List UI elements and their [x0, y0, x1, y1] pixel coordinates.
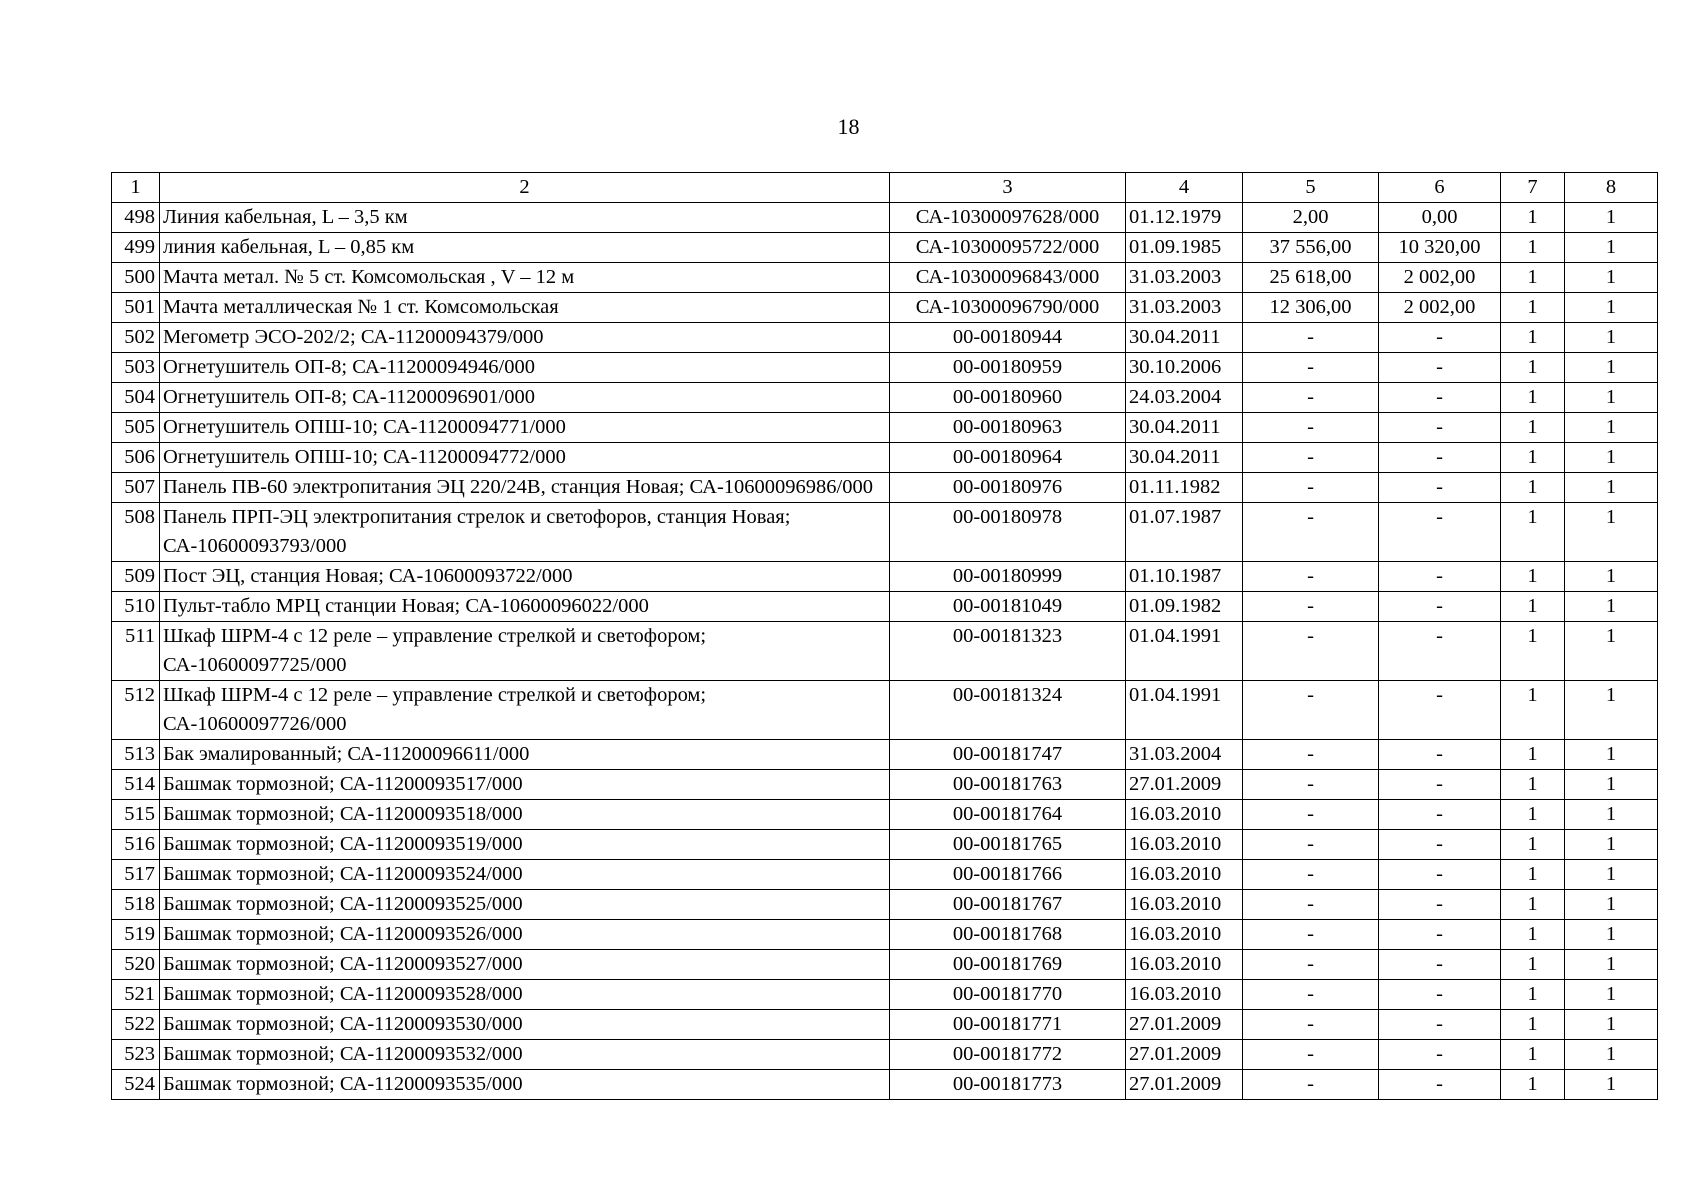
- cell-col6-value: 10 320,00: [1379, 233, 1501, 263]
- cell-item-name: Огнетушитель ОП-8; СА-11200094946/000: [160, 353, 890, 383]
- cell-item-name: Башмак тормозной; СА-11200093528/000: [160, 980, 890, 1010]
- cell-row-number: 507: [112, 473, 160, 503]
- table-row: [112, 740, 1658, 770]
- cell-col7-value: 1: [1501, 622, 1565, 681]
- cell-col6-value: -: [1379, 1010, 1501, 1040]
- cell-col6-value: -: [1379, 980, 1501, 1010]
- table-body: [112, 173, 1658, 1100]
- cell-col8-value: 1: [1565, 860, 1658, 890]
- cell-item-name: Шкаф ШРМ-4 с 12 реле – управление стрелкой и светофором; СА-10600097725/000: [160, 622, 890, 681]
- cell-col6-value: -: [1379, 592, 1501, 622]
- cell-row-number: 500: [112, 263, 160, 293]
- cell-item-name: Башмак тормозной; СА-11200093525/000: [160, 890, 890, 920]
- cell-date: 01.09.1985: [1126, 233, 1243, 263]
- table-row: [112, 233, 1658, 263]
- cell-inventory-code: 00-00181773: [890, 1070, 1126, 1100]
- cell-inventory-code: 00-00181747: [890, 740, 1126, 770]
- column-header: 1: [112, 173, 160, 203]
- cell-col6-value: -: [1379, 920, 1501, 950]
- cell-col6-value: -: [1379, 353, 1501, 383]
- cell-col5-value: -: [1243, 473, 1379, 503]
- table-header-row: [112, 173, 1658, 203]
- cell-item-name: Огнетушитель ОПШ-10; СА-11200094772/000: [160, 443, 890, 473]
- cell-date: 30.04.2011: [1126, 323, 1243, 353]
- cell-col7-value: 1: [1501, 293, 1565, 323]
- cell-col5-value: 2,00: [1243, 203, 1379, 233]
- cell-row-number: 519: [112, 920, 160, 950]
- cell-col6-value: -: [1379, 681, 1501, 740]
- cell-item-name: Башмак тормозной; СА-11200093530/000: [160, 1010, 890, 1040]
- cell-item-name: Линия кабельная, L – 3,5 км: [160, 203, 890, 233]
- cell-col7-value: 1: [1501, 503, 1565, 562]
- cell-col5-value: -: [1243, 830, 1379, 860]
- cell-inventory-code: 00-00180978: [890, 503, 1126, 562]
- cell-item-name: Панель ПВ-60 электропитания ЭЦ 220/24В, станция Новая; СА-10600096986/000: [160, 473, 890, 503]
- cell-col7-value: 1: [1501, 383, 1565, 413]
- cell-col6-value: -: [1379, 830, 1501, 860]
- cell-date: 16.03.2010: [1126, 860, 1243, 890]
- cell-inventory-code: СА-10300096843/000: [890, 263, 1126, 293]
- cell-date: 30.10.2006: [1126, 353, 1243, 383]
- cell-col8-value: 1: [1565, 980, 1658, 1010]
- cell-row-number: 514: [112, 770, 160, 800]
- cell-col8-value: 1: [1565, 413, 1658, 443]
- table-row: [112, 1040, 1658, 1070]
- cell-col8-value: 1: [1565, 681, 1658, 740]
- cell-item-name: Башмак тормозной; СА-11200093526/000: [160, 920, 890, 950]
- table-row: [112, 622, 1658, 681]
- cell-col7-value: 1: [1501, 980, 1565, 1010]
- cell-inventory-code: 00-00180999: [890, 562, 1126, 592]
- cell-col5-value: -: [1243, 622, 1379, 681]
- cell-inventory-code: 00-00181770: [890, 980, 1126, 1010]
- cell-row-number: 499: [112, 233, 160, 263]
- cell-inventory-code: 00-00181764: [890, 800, 1126, 830]
- cell-col8-value: 1: [1565, 503, 1658, 562]
- cell-row-number: 510: [112, 592, 160, 622]
- table-row: [112, 1010, 1658, 1040]
- cell-col6-value: -: [1379, 1070, 1501, 1100]
- inventory-table: [111, 172, 1658, 1100]
- cell-col5-value: -: [1243, 443, 1379, 473]
- cell-item-name: Башмак тормозной; СА-11200093535/000: [160, 1070, 890, 1100]
- cell-col8-value: 1: [1565, 203, 1658, 233]
- cell-col6-value: -: [1379, 562, 1501, 592]
- column-header: 5: [1243, 173, 1379, 203]
- cell-col6-value: -: [1379, 890, 1501, 920]
- cell-date: 27.01.2009: [1126, 1010, 1243, 1040]
- cell-item-name: Башмак тормозной; СА-11200093518/000: [160, 800, 890, 830]
- cell-col8-value: 1: [1565, 830, 1658, 860]
- cell-col7-value: 1: [1501, 1010, 1565, 1040]
- cell-col8-value: 1: [1565, 473, 1658, 503]
- table-row: [112, 323, 1658, 353]
- cell-col8-value: 1: [1565, 800, 1658, 830]
- cell-item-name: Пульт-табло МРЦ станции Новая; СА-10600096022/000: [160, 592, 890, 622]
- cell-col6-value: -: [1379, 740, 1501, 770]
- cell-inventory-code: СА-10300096790/000: [890, 293, 1126, 323]
- cell-col8-value: 1: [1565, 890, 1658, 920]
- cell-date: 27.01.2009: [1126, 1040, 1243, 1070]
- cell-col7-value: 1: [1501, 920, 1565, 950]
- cell-col5-value: -: [1243, 562, 1379, 592]
- cell-col5-value: -: [1243, 1070, 1379, 1100]
- table-row: [112, 1070, 1658, 1100]
- cell-col5-value: -: [1243, 592, 1379, 622]
- cell-inventory-code: 00-00181772: [890, 1040, 1126, 1070]
- cell-col5-value: -: [1243, 503, 1379, 562]
- cell-row-number: 511: [112, 622, 160, 681]
- cell-col7-value: 1: [1501, 473, 1565, 503]
- cell-item-name: Башмак тормозной; СА-11200093527/000: [160, 950, 890, 980]
- column-header: 8: [1565, 173, 1658, 203]
- cell-col8-value: 1: [1565, 740, 1658, 770]
- cell-inventory-code: 00-00181049: [890, 592, 1126, 622]
- cell-date: 16.03.2010: [1126, 950, 1243, 980]
- cell-col7-value: 1: [1501, 890, 1565, 920]
- cell-row-number: 503: [112, 353, 160, 383]
- cell-inventory-code: 00-00181768: [890, 920, 1126, 950]
- cell-col7-value: 1: [1501, 1070, 1565, 1100]
- cell-col8-value: 1: [1565, 293, 1658, 323]
- cell-date: 16.03.2010: [1126, 890, 1243, 920]
- table-row: [112, 503, 1658, 562]
- cell-row-number: 502: [112, 323, 160, 353]
- cell-col5-value: -: [1243, 353, 1379, 383]
- cell-item-name: Огнетушитель ОПШ-10; СА-11200094771/000: [160, 413, 890, 443]
- cell-col7-value: 1: [1501, 263, 1565, 293]
- cell-inventory-code: 00-00181763: [890, 770, 1126, 800]
- cell-row-number: 520: [112, 950, 160, 980]
- cell-col8-value: 1: [1565, 1010, 1658, 1040]
- cell-date: 16.03.2010: [1126, 980, 1243, 1010]
- cell-date: 31.03.2003: [1126, 263, 1243, 293]
- cell-col8-value: 1: [1565, 233, 1658, 263]
- cell-inventory-code: СА-10300095722/000: [890, 233, 1126, 263]
- cell-col7-value: 1: [1501, 740, 1565, 770]
- cell-col7-value: 1: [1501, 443, 1565, 473]
- cell-col6-value: -: [1379, 622, 1501, 681]
- table-row: [112, 293, 1658, 323]
- cell-col6-value: -: [1379, 473, 1501, 503]
- table-row: [112, 443, 1658, 473]
- cell-row-number: 517: [112, 860, 160, 890]
- cell-col8-value: 1: [1565, 622, 1658, 681]
- cell-item-name: Башмак тормозной; СА-11200093519/000: [160, 830, 890, 860]
- cell-col7-value: 1: [1501, 353, 1565, 383]
- column-header: 7: [1501, 173, 1565, 203]
- cell-inventory-code: 00-00181765: [890, 830, 1126, 860]
- cell-date: 31.03.2003: [1126, 293, 1243, 323]
- cell-date: 01.04.1991: [1126, 681, 1243, 740]
- cell-row-number: 524: [112, 1070, 160, 1100]
- cell-col7-value: 1: [1501, 770, 1565, 800]
- cell-date: 16.03.2010: [1126, 920, 1243, 950]
- cell-date: 31.03.2004: [1126, 740, 1243, 770]
- cell-col5-value: -: [1243, 770, 1379, 800]
- cell-col5-value: -: [1243, 980, 1379, 1010]
- cell-date: 01.04.1991: [1126, 622, 1243, 681]
- table-row: [112, 203, 1658, 233]
- cell-col8-value: 1: [1565, 323, 1658, 353]
- cell-row-number: 506: [112, 443, 160, 473]
- cell-row-number: 509: [112, 562, 160, 592]
- table-row: [112, 592, 1658, 622]
- table-row: [112, 860, 1658, 890]
- cell-row-number: 504: [112, 383, 160, 413]
- cell-inventory-code: 00-00180976: [890, 473, 1126, 503]
- cell-col6-value: -: [1379, 443, 1501, 473]
- cell-row-number: 518: [112, 890, 160, 920]
- cell-col5-value: -: [1243, 413, 1379, 443]
- cell-row-number: 522: [112, 1010, 160, 1040]
- cell-col6-value: 2 002,00: [1379, 263, 1501, 293]
- cell-col6-value: -: [1379, 860, 1501, 890]
- cell-date: 16.03.2010: [1126, 830, 1243, 860]
- cell-col7-value: 1: [1501, 830, 1565, 860]
- cell-col5-value: -: [1243, 383, 1379, 413]
- cell-col5-value: -: [1243, 800, 1379, 830]
- table-row: [112, 890, 1658, 920]
- cell-row-number: 512: [112, 681, 160, 740]
- cell-item-name: Панель ПРП-ЭЦ электропитания стрелок и светофоров, станция Новая; СА-10600093793/000: [160, 503, 890, 562]
- cell-col7-value: 1: [1501, 681, 1565, 740]
- cell-col8-value: 1: [1565, 443, 1658, 473]
- table-row: [112, 770, 1658, 800]
- cell-inventory-code: 00-00180944: [890, 323, 1126, 353]
- page-number: 18: [837, 114, 860, 139]
- cell-date: 01.10.1987: [1126, 562, 1243, 592]
- cell-col5-value: -: [1243, 681, 1379, 740]
- cell-row-number: 516: [112, 830, 160, 860]
- cell-date: 30.04.2011: [1126, 413, 1243, 443]
- cell-col8-value: 1: [1565, 770, 1658, 800]
- cell-col7-value: 1: [1501, 800, 1565, 830]
- cell-item-name: Шкаф ШРМ-4 с 12 реле – управление стрелкой и светофором; СА-10600097726/000: [160, 681, 890, 740]
- cell-col5-value: -: [1243, 323, 1379, 353]
- cell-item-name: линия кабельная, L – 0,85 км: [160, 233, 890, 263]
- table-row: [112, 681, 1658, 740]
- cell-col5-value: -: [1243, 860, 1379, 890]
- cell-col7-value: 1: [1501, 233, 1565, 263]
- cell-col6-value: -: [1379, 800, 1501, 830]
- cell-col7-value: 1: [1501, 1040, 1565, 1070]
- cell-col6-value: -: [1379, 770, 1501, 800]
- cell-col5-value: -: [1243, 950, 1379, 980]
- cell-inventory-code: 00-00181769: [890, 950, 1126, 980]
- cell-col5-value: -: [1243, 1040, 1379, 1070]
- cell-col8-value: 1: [1565, 1040, 1658, 1070]
- cell-inventory-code: СА-10300097628/000: [890, 203, 1126, 233]
- cell-date: 01.11.1982: [1126, 473, 1243, 503]
- cell-date: 30.04.2011: [1126, 443, 1243, 473]
- cell-col5-value: 25 618,00: [1243, 263, 1379, 293]
- cell-col8-value: 1: [1565, 263, 1658, 293]
- cell-item-name: Башмак тормозной; СА-11200093524/000: [160, 860, 890, 890]
- cell-inventory-code: 00-00180964: [890, 443, 1126, 473]
- cell-item-name: Огнетушитель ОП-8; СА-11200096901/000: [160, 383, 890, 413]
- table-row: [112, 413, 1658, 443]
- cell-date: 24.03.2004: [1126, 383, 1243, 413]
- cell-inventory-code: 00-00181323: [890, 622, 1126, 681]
- table-row: [112, 920, 1658, 950]
- table-row: [112, 980, 1658, 1010]
- cell-col6-value: 0,00: [1379, 203, 1501, 233]
- table-row: [112, 383, 1658, 413]
- table-row: [112, 263, 1658, 293]
- cell-col6-value: -: [1379, 1040, 1501, 1070]
- table-row: [112, 353, 1658, 383]
- cell-inventory-code: 00-00181771: [890, 1010, 1126, 1040]
- cell-date: 01.12.1979: [1126, 203, 1243, 233]
- cell-col7-value: 1: [1501, 323, 1565, 353]
- cell-item-name: Башмак тормозной; СА-11200093517/000: [160, 770, 890, 800]
- cell-item-name: Мачта метал. № 5 ст. Комсомольская , V – 12 м: [160, 263, 890, 293]
- column-header: 4: [1126, 173, 1243, 203]
- cell-col7-value: 1: [1501, 562, 1565, 592]
- cell-col5-value: 12 306,00: [1243, 293, 1379, 323]
- cell-date: 27.01.2009: [1126, 1070, 1243, 1100]
- cell-col6-value: -: [1379, 950, 1501, 980]
- cell-date: 01.09.1982: [1126, 592, 1243, 622]
- cell-col5-value: 37 556,00: [1243, 233, 1379, 263]
- cell-row-number: 508: [112, 503, 160, 562]
- table-row: [112, 800, 1658, 830]
- cell-row-number: 505: [112, 413, 160, 443]
- table-row: [112, 830, 1658, 860]
- cell-row-number: 523: [112, 1040, 160, 1070]
- cell-item-name: Мегометр ЭСО-202/2; СА-11200094379/000: [160, 323, 890, 353]
- column-header: 2: [160, 173, 890, 203]
- cell-inventory-code: 00-00180963: [890, 413, 1126, 443]
- column-header: 6: [1379, 173, 1501, 203]
- cell-col7-value: 1: [1501, 860, 1565, 890]
- cell-inventory-code: 00-00181767: [890, 890, 1126, 920]
- cell-item-name: Башмак тормозной; СА-11200093532/000: [160, 1040, 890, 1070]
- cell-col5-value: -: [1243, 890, 1379, 920]
- cell-col8-value: 1: [1565, 920, 1658, 950]
- cell-col8-value: 1: [1565, 562, 1658, 592]
- cell-row-number: 498: [112, 203, 160, 233]
- cell-inventory-code: 00-00181324: [890, 681, 1126, 740]
- cell-col6-value: -: [1379, 323, 1501, 353]
- cell-row-number: 521: [112, 980, 160, 1010]
- cell-col5-value: -: [1243, 1010, 1379, 1040]
- cell-col7-value: 1: [1501, 203, 1565, 233]
- cell-col7-value: 1: [1501, 950, 1565, 980]
- cell-col7-value: 1: [1501, 413, 1565, 443]
- cell-col8-value: 1: [1565, 383, 1658, 413]
- cell-row-number: 515: [112, 800, 160, 830]
- cell-inventory-code: 00-00181766: [890, 860, 1126, 890]
- cell-col8-value: 1: [1565, 1070, 1658, 1100]
- cell-date: 16.03.2010: [1126, 800, 1243, 830]
- table-row: [112, 562, 1658, 592]
- table-row: [112, 950, 1658, 980]
- cell-inventory-code: 00-00180960: [890, 383, 1126, 413]
- cell-col8-value: 1: [1565, 592, 1658, 622]
- cell-col6-value: -: [1379, 503, 1501, 562]
- cell-col6-value: -: [1379, 413, 1501, 443]
- cell-col5-value: -: [1243, 920, 1379, 950]
- cell-item-name: Пост ЭЦ, станция Новая; СА-10600093722/000: [160, 562, 890, 592]
- cell-item-name: Мачта металлическая № 1 ст. Комсомольская: [160, 293, 890, 323]
- column-header: 3: [890, 173, 1126, 203]
- cell-row-number: 501: [112, 293, 160, 323]
- cell-col6-value: -: [1379, 383, 1501, 413]
- cell-col5-value: -: [1243, 740, 1379, 770]
- cell-col7-value: 1: [1501, 592, 1565, 622]
- cell-row-number: 513: [112, 740, 160, 770]
- cell-col8-value: 1: [1565, 353, 1658, 383]
- cell-item-name: Бак эмалированный; СА-11200096611/000: [160, 740, 890, 770]
- table-row: [112, 473, 1658, 503]
- cell-col8-value: 1: [1565, 950, 1658, 980]
- cell-inventory-code: 00-00180959: [890, 353, 1126, 383]
- cell-date: 27.01.2009: [1126, 770, 1243, 800]
- cell-col6-value: 2 002,00: [1379, 293, 1501, 323]
- cell-date: 01.07.1987: [1126, 503, 1243, 562]
